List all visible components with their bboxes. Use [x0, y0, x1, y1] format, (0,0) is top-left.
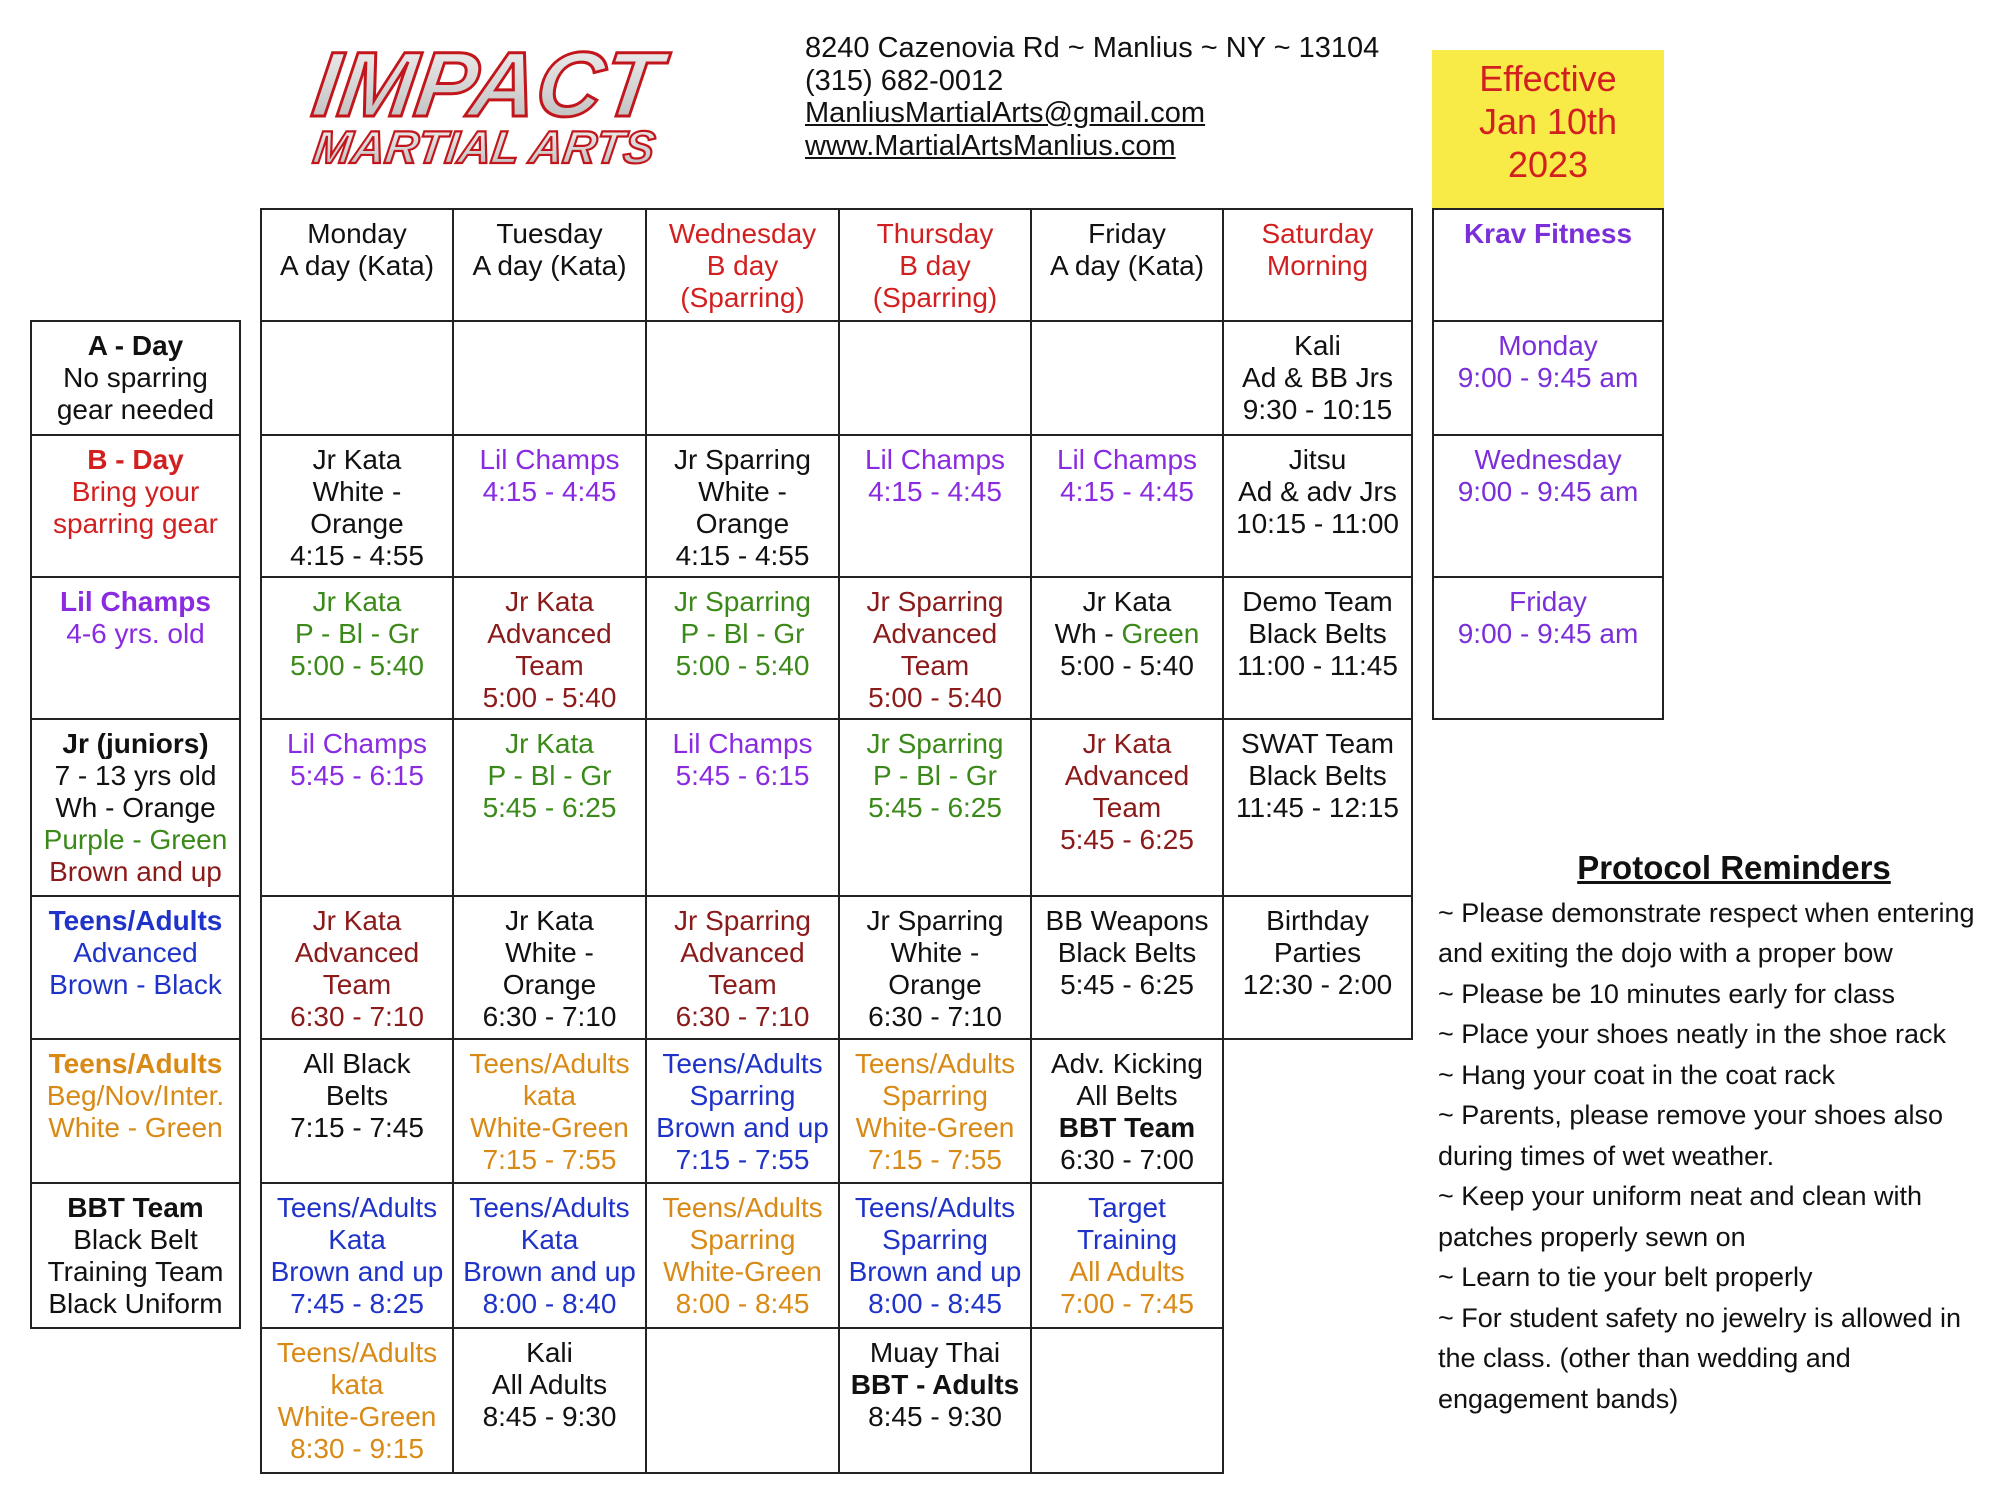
class-name: Jr Kata: [312, 586, 402, 617]
class-type: kata: [330, 1369, 384, 1400]
class-name: Jr Sparring: [866, 905, 1004, 936]
class-time: 4:15 - 4:45: [482, 476, 617, 507]
class-type: Kata: [328, 1224, 386, 1255]
legend-text: White - Green: [48, 1112, 223, 1143]
class-time: 6:30 - 7:10: [675, 1001, 810, 1032]
class-type: Sparring: [689, 1224, 796, 1255]
class-time: 8:30 - 9:15: [290, 1433, 424, 1464]
class-level: All Adults: [491, 1369, 608, 1400]
class-level: All Adults: [1069, 1256, 1185, 1287]
class-level: Team: [515, 650, 584, 681]
class-time: 6:30 - 7:00: [1060, 1144, 1194, 1175]
day-name: Saturday: [1261, 218, 1374, 249]
legend-text: Advanced: [73, 937, 198, 968]
protocol-item: ~ Keep your uniform neat and clean with patches properly sewn on: [1438, 1181, 1923, 1252]
class-time: 4:15 - 4:45: [868, 476, 1002, 507]
class-time: 5:45 - 6:25: [482, 792, 617, 823]
class-level: Team: [1092, 792, 1162, 823]
class-cell: [1030, 1182, 1224, 1329]
day-type: B day: [899, 250, 971, 281]
logo-martial-arts-text: MARTIAL ARTS: [310, 121, 659, 173]
class-name: Jr Sparring: [866, 586, 1004, 617]
protocol-item: ~ Please be 10 minutes early for class: [1438, 978, 1895, 1009]
class-level: Black Belts: [1248, 618, 1387, 649]
legend-title: Teens/Adults: [48, 905, 223, 936]
legend-text: Wh - Orange: [55, 792, 216, 823]
class-time: 9:30 - 10:15: [1242, 394, 1393, 425]
class-cell: [452, 718, 647, 897]
class-type: Sparring: [689, 1080, 796, 1111]
class-cell: [838, 895, 1032, 1040]
class-level: Belts: [325, 1080, 389, 1111]
class-cell: [1222, 320, 1413, 436]
class-time: 4:15 - 4:55: [290, 540, 424, 571]
class-cell: [645, 895, 840, 1040]
class-cell-empty: [838, 320, 1032, 436]
class-level: All Belts: [1076, 1080, 1178, 1111]
class-type: Sparring: [882, 1224, 988, 1255]
class-cell: [645, 1182, 840, 1329]
class-cell: [260, 895, 454, 1040]
day-subtype: (Sparring): [872, 282, 998, 313]
legend-title: Lil Champs: [60, 586, 211, 617]
class-name: Teens/Adults: [854, 1192, 1016, 1223]
class-cell: [838, 576, 1032, 720]
class-level: Team: [900, 650, 970, 681]
krav-time: 9:00 - 9:45 am: [1457, 618, 1639, 649]
class-level-green: Green: [1121, 618, 1200, 649]
class-level: Black Belts: [1248, 760, 1387, 791]
class-cell: [645, 576, 840, 720]
class-name: BB Weapons: [1045, 905, 1209, 936]
class-name: Teens/Adults: [276, 1337, 438, 1368]
class-name: Teens/Adults: [662, 1192, 823, 1223]
class-cell: [645, 718, 840, 897]
class-name: Jr Kata: [1082, 728, 1172, 759]
class-level: Advanced: [294, 937, 420, 968]
legend-text: sparring gear: [53, 508, 218, 539]
class-cell: [1030, 576, 1224, 720]
class-time: 5:45 - 6:25: [1060, 824, 1194, 855]
protocol-item: ~ Parents, please remove your shoes also during times of wet weather.: [1438, 1100, 1944, 1171]
class-level: White -: [698, 476, 787, 507]
effective-year: 2023: [1507, 144, 1589, 185]
class-name: Teens/Adults: [854, 1048, 1016, 1079]
effective-date: Jan 10th: [1478, 101, 1618, 142]
class-level: White -: [890, 937, 980, 968]
legend-text: Bring your: [71, 476, 200, 507]
legend-title: BBT Team: [67, 1192, 204, 1223]
legend-text: Black Uniform: [48, 1288, 223, 1319]
day-header-wednesday: [645, 208, 840, 322]
legend-title: Jr (juniors): [62, 728, 209, 759]
class-cell: [1222, 434, 1413, 578]
class-cell: [838, 1038, 1032, 1184]
class-time: 5:45 - 6:25: [868, 792, 1002, 823]
class-name: Lil Champs: [864, 444, 1006, 475]
class-level: BBT - Adults: [850, 1369, 1020, 1400]
class-cell: [452, 434, 647, 578]
day-header-monday: [260, 208, 454, 322]
legend-text: No sparring: [63, 362, 208, 393]
day-type: A day (Kata): [1049, 250, 1205, 281]
class-level: P - Bl - Gr: [295, 618, 419, 649]
class-name: Demo Team: [1242, 586, 1393, 617]
class-name: Target: [1088, 1192, 1166, 1223]
class-name: Teens/Adults: [469, 1192, 630, 1223]
protocol-reminders: [1438, 848, 2000, 1419]
class-cell: [645, 1038, 840, 1184]
contact-info: [805, 32, 1379, 162]
day-header-thursday: [838, 208, 1032, 322]
class-time: 4:15 - 4:45: [1060, 476, 1194, 507]
class-name: Kali: [1294, 330, 1341, 361]
class-level: White-Green: [277, 1401, 437, 1432]
class-level: Black Belts: [1057, 937, 1197, 968]
legend-title: A - Day: [87, 330, 184, 361]
class-level: White -: [505, 937, 594, 968]
class-name: Birthday: [1266, 905, 1369, 936]
class-cell: [452, 1182, 647, 1329]
class-cell: [452, 1327, 647, 1474]
class-cell: [1222, 576, 1413, 720]
krav-slot: [1432, 434, 1664, 578]
class-time: 5:00 - 5:40: [290, 650, 424, 681]
protocol-item: ~ Place your shoes neatly in the shoe rack: [1438, 1019, 1947, 1049]
class-time: 6:30 - 7:10: [868, 1001, 1002, 1032]
legend-title: Teens/Adults: [48, 1048, 223, 1079]
class-type: Training: [1076, 1224, 1178, 1255]
class-level: Brown and up: [848, 1256, 1022, 1287]
class-level: Brown and up: [656, 1112, 829, 1143]
class-name: Lil Champs: [479, 444, 620, 475]
class-name: Muay Thai: [869, 1337, 1001, 1368]
class-time: 10:15 - 11:00: [1236, 508, 1399, 539]
class-cell-empty: [260, 320, 454, 436]
class-level: Parties: [1273, 937, 1362, 968]
class-level: Advanced: [680, 937, 805, 968]
protocol-title: Protocol Reminders: [1577, 849, 1891, 886]
day-type: A day (Kata): [472, 250, 627, 281]
day-name: Wednesday: [668, 218, 817, 249]
legend-text: Training Team: [47, 1256, 224, 1287]
class-level: Team: [322, 969, 392, 1000]
class-level: Advanced: [1064, 760, 1190, 791]
class-cell: [260, 718, 454, 897]
class-time: 7:15 - 7:55: [482, 1144, 617, 1175]
legend-text: Black Belt: [73, 1224, 198, 1255]
class-time: 11:45 - 12:15: [1236, 792, 1399, 823]
class-cell: [1030, 1038, 1224, 1184]
legend-text: 7 - 13 yrs old: [54, 760, 217, 791]
class-time: 12:30 - 2:00: [1242, 969, 1393, 1000]
class-time: 5:45 - 6:25: [1060, 969, 1194, 1000]
day-name: Tuesday: [496, 218, 603, 249]
class-name: SWAT Team: [1240, 728, 1394, 759]
legend-teens-adults-beginner: [30, 1038, 241, 1184]
class-cell: [260, 1182, 454, 1329]
day-name: Monday: [307, 218, 407, 249]
class-time: 8:00 - 8:45: [675, 1288, 810, 1319]
class-cell: [1222, 895, 1413, 1040]
class-time: 4:15 - 4:55: [675, 540, 810, 571]
class-time: 6:30 - 7:10: [290, 1001, 424, 1032]
class-cell: [1030, 718, 1224, 897]
class-level: Brown and up: [270, 1256, 444, 1287]
address: 8240 Cazenovia Rd ~ Manlius ~ NY ~ 13104: [805, 32, 1380, 64]
class-name: Teens/Adults: [276, 1192, 438, 1223]
day-type: B day: [706, 250, 779, 281]
protocol-item: ~ For student safety no jewelry is allowed in the class. (other than wedding and engagement bands): [1438, 1302, 1962, 1414]
legend-b-day: [30, 434, 241, 578]
class-cell: [1222, 718, 1413, 897]
class-name: Jr Sparring: [674, 905, 811, 936]
class-level: Orange: [888, 969, 982, 1000]
class-name: Lil Champs: [672, 728, 813, 759]
legend-text: Brown and up: [49, 856, 222, 887]
class-level: Advanced: [487, 618, 612, 649]
class-time: 7:45 - 8:25: [290, 1288, 424, 1319]
class-cell: [838, 1327, 1032, 1474]
class-time: 5:00 - 5:40: [1060, 650, 1194, 681]
day-type: A day (Kata): [279, 250, 435, 281]
legend-text: 4-6 yrs. old: [66, 618, 205, 649]
class-type: Sparring: [882, 1080, 988, 1111]
class-cell: [452, 1038, 647, 1184]
class-cell-empty: [645, 320, 840, 436]
class-level: Brown and up: [463, 1256, 636, 1287]
legend-bbt-team: [30, 1182, 241, 1329]
class-time: 7:00 - 7:45: [1060, 1288, 1194, 1319]
phone: (315) 682-0012: [805, 64, 1004, 97]
legend-text: Brown - Black: [49, 969, 222, 1000]
legend-text: Beg/Nov/Inter.: [46, 1080, 225, 1111]
class-cell: [1030, 895, 1224, 1040]
class-cell-empty: [645, 1327, 840, 1474]
class-level: Ad & adv Jrs: [1238, 476, 1397, 507]
class-cell: [838, 1182, 1032, 1329]
class-cell-empty: [452, 320, 647, 436]
class-name: All Black: [303, 1048, 411, 1079]
class-team: BBT Team: [1058, 1112, 1196, 1143]
class-level: White-Green: [470, 1112, 629, 1143]
class-name: Jr Kata: [1082, 586, 1172, 617]
class-cell: [1030, 434, 1224, 578]
class-level: Orange: [310, 508, 404, 539]
impact-martial-arts-logo: [305, 28, 685, 178]
class-level-white: Wh -: [1054, 618, 1122, 649]
class-time: 8:45 - 9:30: [868, 1401, 1002, 1432]
legend-text: gear needed: [56, 394, 215, 425]
krav-slot: [1432, 320, 1664, 436]
krav-time: 9:00 - 9:45 am: [1457, 362, 1639, 393]
day-header-tuesday: [452, 208, 647, 322]
class-time: 5:00 - 5:40: [868, 682, 1002, 713]
class-level: Ad & BB Jrs: [1242, 362, 1393, 393]
class-level: White -: [312, 476, 402, 507]
legend-juniors: [30, 718, 241, 897]
class-level: Advanced: [872, 618, 998, 649]
class-time: 8:00 - 8:45: [868, 1288, 1002, 1319]
day-header-friday: [1030, 208, 1224, 322]
protocol-item: ~ Hang your coat in the coat rack: [1438, 1059, 1835, 1090]
class-level: White-Green: [855, 1112, 1015, 1143]
protocol-item: ~ Learn to tie your belt properly: [1438, 1262, 1813, 1292]
class-name: Jr Kata: [505, 586, 594, 617]
class-time: 5:45 - 6:15: [675, 760, 810, 791]
legend-text: Purple - Green: [43, 824, 228, 855]
day-type: Morning: [1266, 250, 1369, 281]
effective-date-banner: [1432, 50, 1664, 208]
class-cell: [260, 576, 454, 720]
class-name: Jr Kata: [312, 444, 402, 475]
class-name: Jr Sparring: [674, 586, 811, 617]
class-name: Teens/Adults: [469, 1048, 630, 1079]
class-name: Jitsu: [1288, 444, 1347, 475]
class-cell: [260, 1327, 454, 1474]
class-time: 7:15 - 7:45: [290, 1112, 424, 1143]
class-cell: [452, 895, 647, 1040]
legend-title: B - Day: [87, 444, 184, 475]
class-cell: [452, 576, 647, 720]
class-name: Jr Sparring: [866, 728, 1004, 759]
class-cell: [838, 718, 1032, 897]
class-name: Kali: [526, 1337, 573, 1368]
krav-time: 9:00 - 9:45 am: [1457, 476, 1639, 507]
legend-a-day: [30, 320, 241, 436]
day-name: Thursday: [876, 218, 994, 249]
class-cell: [260, 434, 454, 578]
class-name: Adv. Kicking: [1051, 1048, 1203, 1079]
legend-teens-adults-advanced: [30, 895, 241, 1040]
website-link[interactable]: www.MartialArtsManlius.com: [805, 129, 1176, 162]
day-subtype: (Sparring): [680, 282, 805, 313]
day-name: Friday: [1088, 218, 1166, 249]
class-level: P - Bl - Gr: [680, 618, 805, 649]
krav-day: Wednesday: [1474, 444, 1622, 475]
protocol-item: ~ Please demonstrate respect when entering and exiting the dojo with a proper bow: [1438, 897, 1975, 968]
class-name: Jr Kata: [505, 728, 594, 759]
class-name: Jr Kata: [505, 905, 594, 936]
legend-lil-champs: [30, 576, 241, 720]
krav-day: Friday: [1509, 586, 1587, 617]
class-time: 8:45 - 9:30: [482, 1401, 617, 1432]
class-time: 7:15 - 7:55: [868, 1144, 1002, 1175]
class-name: Lil Champs: [286, 728, 428, 759]
class-name: Teens/Adults: [662, 1048, 823, 1079]
krav-fitness-header: [1432, 208, 1664, 322]
class-name: Jr Sparring: [674, 444, 811, 475]
krav-title: Krav Fitness: [1463, 218, 1633, 249]
class-time: 5:45 - 6:15: [290, 760, 424, 791]
email-link[interactable]: ManliusMartialArts@gmail.com: [805, 97, 1206, 129]
class-time: 5:00 - 5:40: [675, 650, 810, 681]
class-time: 11:00 - 11:45: [1237, 650, 1398, 681]
class-cell: [838, 434, 1032, 578]
class-cell-empty: [1030, 320, 1224, 436]
class-cell-empty: [1030, 1327, 1224, 1474]
class-name: Lil Champs: [1056, 444, 1198, 475]
krav-day: Monday: [1498, 330, 1598, 361]
class-type: kata: [523, 1080, 576, 1111]
class-level: Team: [708, 969, 777, 1000]
class-time: 8:00 - 8:40: [482, 1288, 617, 1319]
class-level: [1032, 618, 1222, 650]
class-level: P - Bl - Gr: [873, 760, 997, 791]
logo-impact-text: IMPACT: [306, 32, 668, 136]
class-name: Jr Kata: [312, 905, 402, 936]
class-level: P - Bl - Gr: [487, 760, 612, 791]
class-level: Orange: [695, 508, 790, 539]
class-cell: [645, 434, 840, 578]
class-level: White-Green: [663, 1256, 822, 1287]
class-cell: [260, 1038, 454, 1184]
class-type: Kata: [520, 1224, 579, 1255]
class-time: 5:00 - 5:40: [482, 682, 617, 713]
class-time: 6:30 - 7:10: [482, 1001, 617, 1032]
day-header-saturday: [1222, 208, 1413, 322]
class-level: Orange: [502, 969, 597, 1000]
krav-slot: [1432, 576, 1664, 720]
class-time: 7:15 - 7:55: [675, 1144, 810, 1175]
effective-label: Effective: [1479, 58, 1617, 99]
